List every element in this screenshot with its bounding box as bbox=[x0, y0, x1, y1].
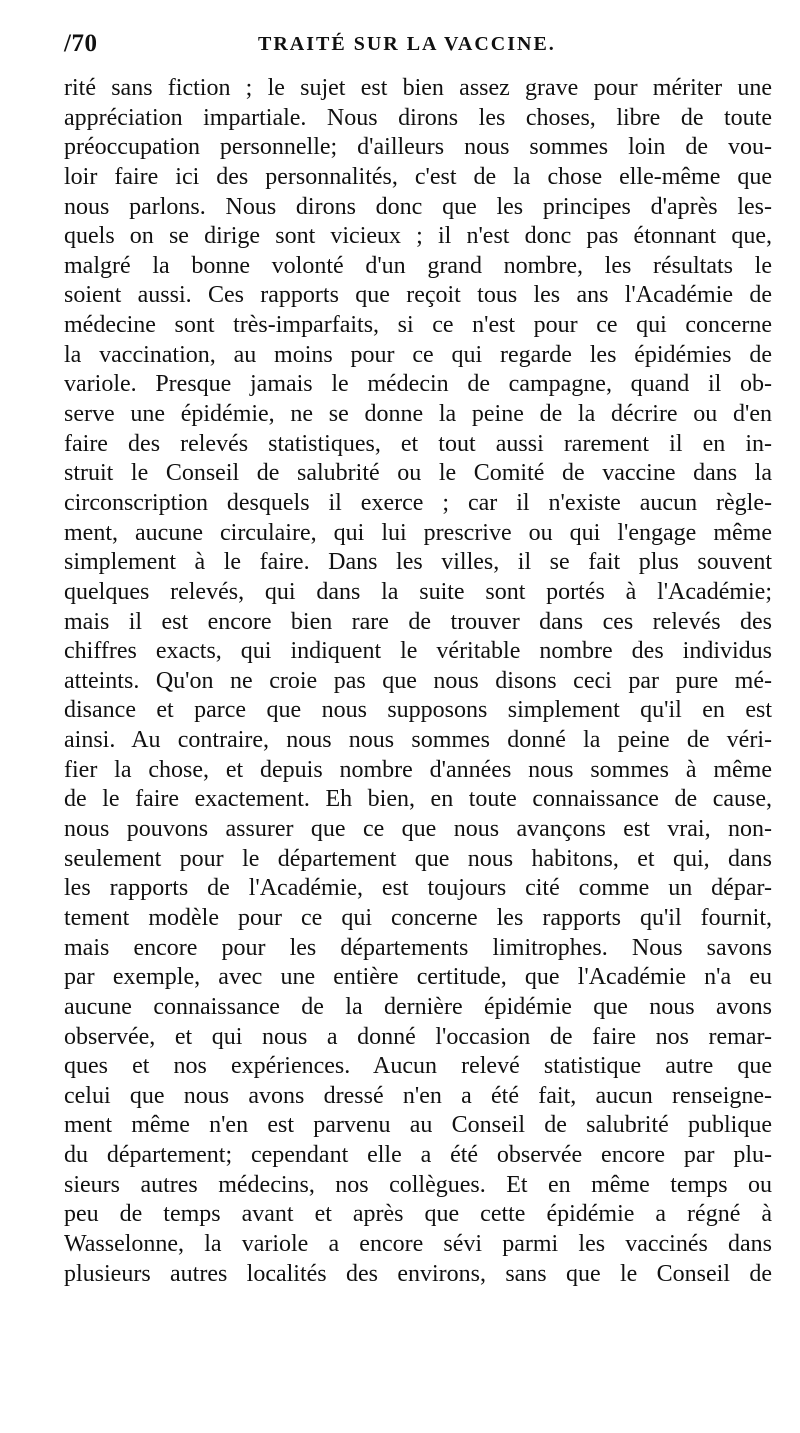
body-text bbox=[64, 74, 772, 1289]
text-line: circonscription desquels il exerce ; car il n'existe aucun règle- bbox=[64, 489, 772, 516]
text-line: rité sans fiction ; le sujet est bien assez grave pour mériter une bbox=[64, 75, 772, 101]
text-line: plusieurs autres localités des environs, sans que le Conseil de bbox=[64, 1260, 772, 1287]
text-line: loir faire ici des personnalités, c'est de la chose elle-même que bbox=[64, 163, 772, 190]
text-line: chiffres exacts, qui indiquent le véritable nombre des individus bbox=[64, 638, 772, 665]
text-line: faire des relevés statistiques, et tout aussi rarement il en in- bbox=[64, 430, 772, 457]
page-number: /70 bbox=[64, 30, 98, 57]
text-line: appréciation impartiale. Nous dirons les choses, libre de toute bbox=[64, 104, 772, 131]
text-line: soient aussi. Ces rapports que reçoit tous les ans l'Académie de bbox=[64, 282, 772, 309]
text-line: seulement pour le département que nous habitons, et qui, dans bbox=[64, 845, 772, 872]
text-line: celui que nous avons dressé n'en a été fait, aucun renseigne- bbox=[64, 1082, 772, 1109]
text-line: du département; cependant elle a été observée encore par plu- bbox=[64, 1142, 772, 1169]
text-line: Wasselonne, la variole a encore sévi parmi les vaccinés dans bbox=[64, 1230, 772, 1257]
text-line: ment, aucune circulaire, qui lui prescrive ou qui l'engage même bbox=[64, 519, 772, 546]
running-title: TRAITÉ SUR LA VACCINE. bbox=[258, 33, 556, 55]
text-line: atteints. Qu'on ne croie pas que nous disons ceci par pure mé- bbox=[64, 667, 772, 694]
text-line: ainsi. Au contraire, nous nous sommes donné la peine de véri- bbox=[64, 727, 772, 754]
text-line: la vaccination, au moins pour ce qui regarde les épidémies de bbox=[64, 341, 772, 368]
text-line: mais il est encore bien rare de trouver dans ces relevés des bbox=[64, 608, 772, 635]
text-line: serve une épidémie, ne se donne la peine de la décrire ou d'en bbox=[64, 401, 772, 428]
text-line: quels on se dirige sont vicieux ; il n'est donc pas étonnant que, bbox=[64, 223, 772, 250]
text-line: sieurs autres médecins, nos collègues. Et en même temps ou bbox=[64, 1171, 772, 1198]
text-line: médecine sont très-imparfaits, si ce n'est pour ce qui concerne bbox=[64, 312, 772, 339]
text-line: aucune connaissance de la dernière épidémie que nous avons bbox=[64, 993, 772, 1020]
text-line: mais encore pour les départements limitrophes. Nous savons bbox=[64, 934, 772, 961]
text-line: observée, et qui nous a donné l'occasion de faire nos remar- bbox=[64, 1023, 772, 1050]
text-line: fier la chose, et depuis nombre d'années nous sommes à même bbox=[64, 756, 772, 783]
text-line: quelques relevés, qui dans la suite sont portés à l'Académie; bbox=[64, 578, 772, 605]
text-line: malgré la bonne volonté d'un grand nombre, les résultats le bbox=[64, 252, 772, 279]
text-line: nous pouvons assurer que ce que nous avançons est vrai, non- bbox=[64, 816, 772, 843]
text-line: les rapports de l'Académie, est toujours cité comme un dépar- bbox=[64, 875, 772, 902]
text-line: simplement à le faire. Dans les villes, il se fait plus souvent bbox=[64, 549, 772, 576]
text-line: disance et parce que nous supposons simplement qu'il en est bbox=[64, 697, 772, 724]
text-line: tement modèle pour ce qui concerne les rapports qu'il fournit, bbox=[64, 904, 772, 931]
text-line: par exemple, avec une entière certitude, que l'Académie n'a eu bbox=[64, 964, 772, 991]
text-line: nous parlons. Nous dirons donc que les principes d'après les- bbox=[64, 193, 772, 220]
text-line: ment même n'en est parvenu au Conseil de salubrité publique bbox=[64, 1112, 772, 1139]
text-line: de le faire exactement. Eh bien, en toute connaissance de cause, bbox=[64, 786, 772, 813]
page-header bbox=[64, 30, 764, 58]
text-line: ques et nos expériences. Aucun relevé statistique autre que bbox=[64, 1053, 772, 1080]
text-line: peu de temps avant et après que cette épidémie a régné à bbox=[64, 1201, 772, 1228]
text-line: variole. Presque jamais le médecin de campagne, quand il ob- bbox=[64, 371, 772, 398]
text-line: préoccupation personnelle; d'ailleurs nous sommes loin de vou- bbox=[64, 134, 772, 161]
text-line: struit le Conseil de salubrité ou le Comité de vaccine dans la bbox=[64, 460, 772, 487]
